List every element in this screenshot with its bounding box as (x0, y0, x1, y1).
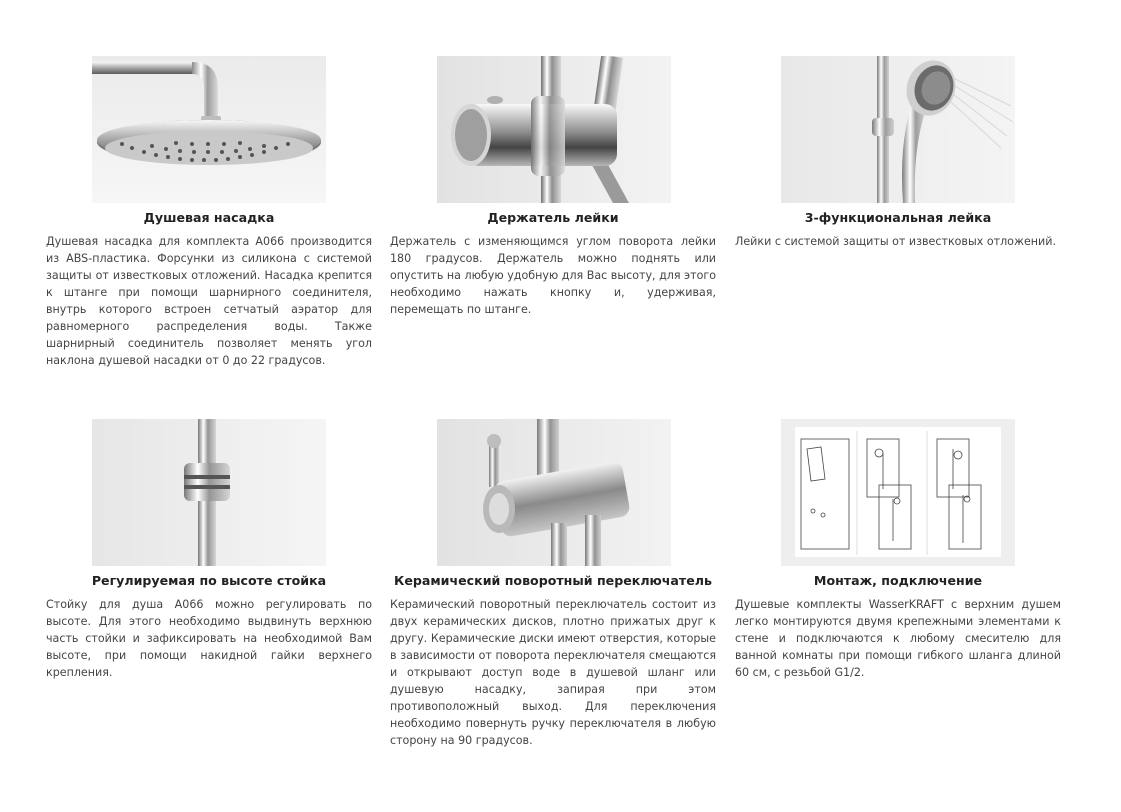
handshower-holder-icon (437, 56, 671, 203)
rain-shower-head-icon (92, 56, 326, 203)
feature-description: Душевая насадка для комплекта A066 производится из ABS-пластика. Форсунки из силикона с системой защиты от известковых отложений. Насадка крепится к штанге при помощи шарнирного соединителя, внутрь которого встроен сетчатый аэратор для равномерного распределения воды. Также шарнирный соединитель позволяет менять угол наклона душевой насадки от 0 до 22 градусов. (46, 235, 372, 367)
feature-title: Держатель лейки (487, 210, 619, 225)
feature-title: Регулируемая по высоте стойка (91, 573, 327, 588)
feature-title: Керамический поворотный переключатель (394, 573, 712, 588)
feature-title: Душевая насадка (143, 210, 275, 225)
feature-title: Монтаж, подключение (813, 573, 983, 588)
feature-description: Стойку для душа A066 можно регулировать по высоте. Для этого необходимо выдвинуть верхнюю часть стойки и зафиксировать на необходимой Вам высоте, при помощи накидной гайки верхнего крепления. (46, 598, 372, 679)
feature-title: 3-функциональная лейка (804, 210, 992, 225)
diverter-icon (437, 419, 671, 566)
telescopic-rail-icon (92, 419, 326, 566)
feature-description: Душевые комплекты WasserKRAFT с верхним душем легко монтируются двумя крепежными элементами к стене и подключаются к любому смесителю для ванной комнаты при помощи гибкого шланга длиной 60 см, с резьбой G1/2. (735, 598, 1061, 679)
feature-description: Лейки с системой защиты от известковых отложений. (735, 235, 1056, 248)
hand-shower-icon (781, 56, 1015, 203)
installation-diagram-icon (781, 419, 1015, 566)
feature-description: Держатель с изменяющимся углом поворота лейки 180 градусов. Держатель можно поднять или опустить на любую удобную для Вас высоту, для этого необходимо нажать кнопку и, удерживая, перемещать по штанге. (390, 235, 716, 316)
feature-description: Керамический поворотный переключатель состоит из двух керамических дисков, плотно прижатых друг к другу. Керамические диски имеют отверстия, которые в зависимости от поворота переключателя смещаются и открывают доступ воде в душевой шланг или душевую насадку, запирая при этом противоположный выход. Для переключения необходимо повернуть ручку переключателя в любую сторону на 90 градусов. (390, 598, 716, 747)
